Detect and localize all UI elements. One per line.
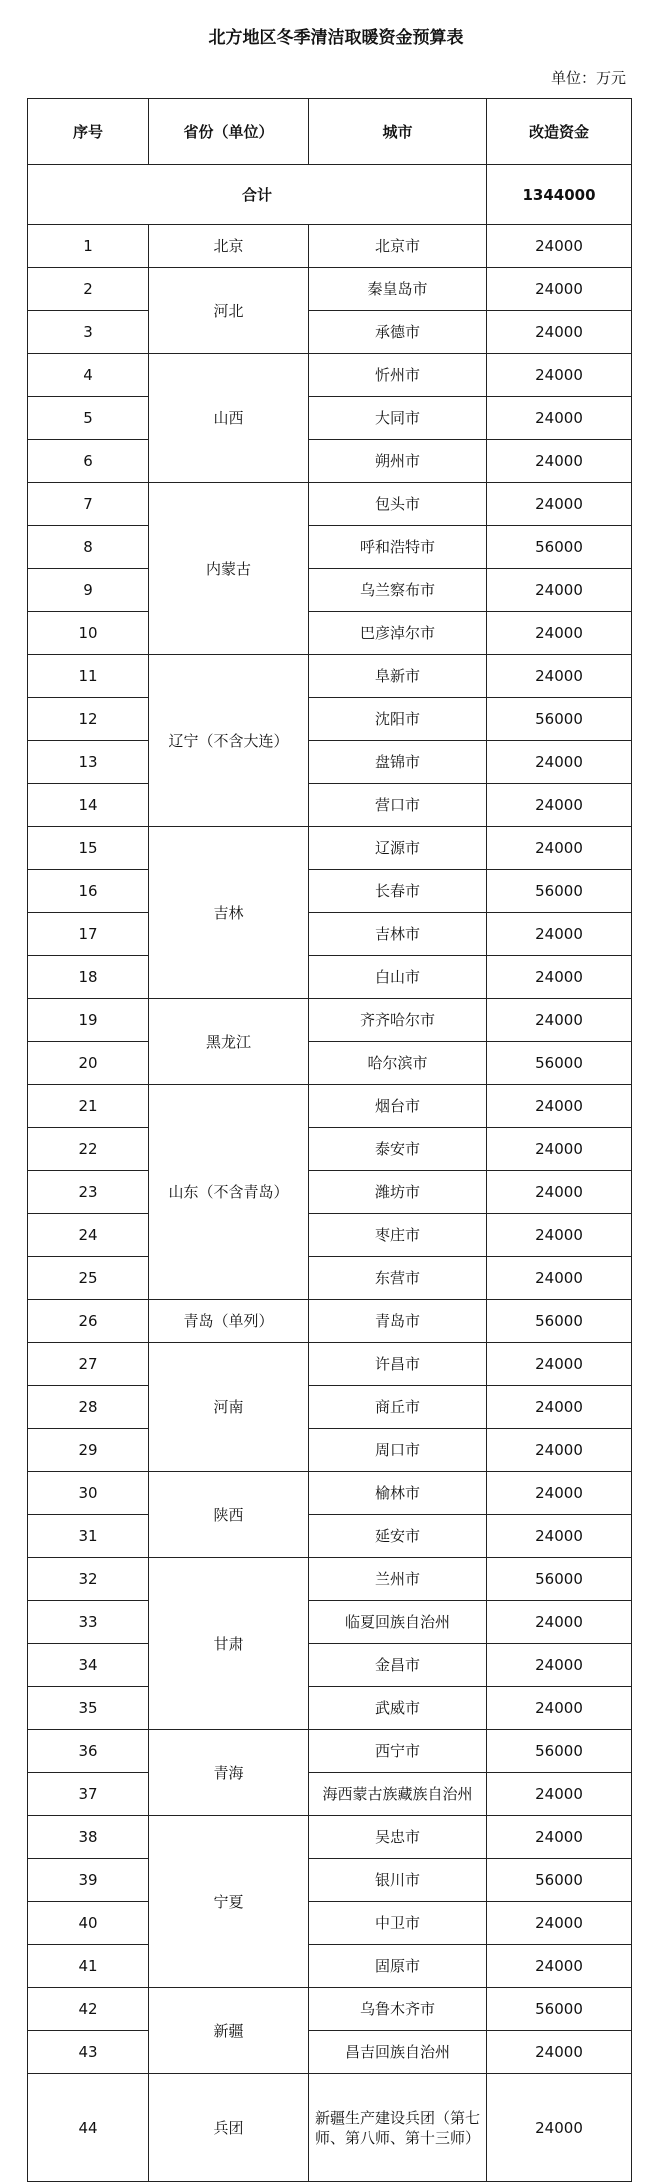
table-row <box>28 268 632 311</box>
unit-label: 单位：万元 <box>550 69 626 87</box>
header-province: 省份（单位） <box>149 99 309 165</box>
amount-cell: 24000 <box>487 1343 632 1386</box>
table-row <box>28 1085 632 1128</box>
amount-cell: 56000 <box>487 1730 632 1773</box>
amount-cell: 24000 <box>487 1816 632 1859</box>
table-row <box>28 354 632 397</box>
row-number: 27 <box>28 1343 149 1386</box>
city-cell: 海西蒙古族藏族自治州 <box>309 1773 487 1816</box>
amount-cell: 24000 <box>487 655 632 698</box>
table-row <box>28 1128 632 1171</box>
table-row <box>28 1558 632 1601</box>
province-cell: 北京 <box>149 225 309 268</box>
city-cell: 中卫市 <box>309 1902 487 1945</box>
row-number: 29 <box>28 1429 149 1472</box>
amount-cell: 24000 <box>487 827 632 870</box>
province-cell: 山西 <box>149 354 309 483</box>
city-cell: 乌兰察布市 <box>309 569 487 612</box>
row-number: 18 <box>28 956 149 999</box>
table-row <box>28 1386 632 1429</box>
table-row <box>28 870 632 913</box>
row-number: 32 <box>28 1558 149 1601</box>
amount-cell: 24000 <box>487 741 632 784</box>
city-cell: 辽源市 <box>309 827 487 870</box>
province-cell: 兵团 <box>149 2074 309 2182</box>
city-cell: 临夏回族自治州 <box>309 1601 487 1644</box>
row-number: 38 <box>28 1816 149 1859</box>
amount-cell: 56000 <box>487 1042 632 1085</box>
amount-cell: 24000 <box>487 1902 632 1945</box>
row-number: 6 <box>28 440 149 483</box>
city-cell: 忻州市 <box>309 354 487 397</box>
province-cell: 辽宁（不含大连） <box>149 655 309 827</box>
city-cell: 长春市 <box>309 870 487 913</box>
row-number: 20 <box>28 1042 149 1085</box>
amount-cell: 24000 <box>487 784 632 827</box>
row-number: 4 <box>28 354 149 397</box>
row-number: 30 <box>28 1472 149 1515</box>
table-row <box>28 440 632 483</box>
amount-cell: 24000 <box>487 1386 632 1429</box>
city-cell: 固原市 <box>309 1945 487 1988</box>
row-number: 34 <box>28 1644 149 1687</box>
row-number: 13 <box>28 741 149 784</box>
province-cell: 青海 <box>149 1730 309 1816</box>
table-row <box>28 784 632 827</box>
amount-cell: 24000 <box>487 1773 632 1816</box>
city-cell: 沈阳市 <box>309 698 487 741</box>
total-amount: 1344000 <box>487 165 632 225</box>
city-cell: 盘锦市 <box>309 741 487 784</box>
province-cell: 甘肃 <box>149 1558 309 1730</box>
table-row <box>28 741 632 784</box>
table-row <box>28 913 632 956</box>
amount-cell: 24000 <box>487 440 632 483</box>
table-row <box>28 1601 632 1644</box>
amount-cell: 24000 <box>487 397 632 440</box>
city-cell: 新疆生产建设兵团（第七师、第八师、第十三师） <box>309 2074 487 2182</box>
total-label: 合计 <box>28 165 487 225</box>
amount-cell: 24000 <box>487 1472 632 1515</box>
city-cell: 营口市 <box>309 784 487 827</box>
city-cell: 东营市 <box>309 1257 487 1300</box>
city-cell: 哈尔滨市 <box>309 1042 487 1085</box>
header-city: 城市 <box>309 99 487 165</box>
province-cell: 黑龙江 <box>149 999 309 1085</box>
amount-cell: 56000 <box>487 1558 632 1601</box>
amount-cell: 24000 <box>487 1085 632 1128</box>
city-cell: 金昌市 <box>309 1644 487 1687</box>
amount-cell: 24000 <box>487 1945 632 1988</box>
city-cell: 大同市 <box>309 397 487 440</box>
province-cell: 山东（不含青岛） <box>149 1085 309 1300</box>
row-number: 43 <box>28 2031 149 2074</box>
budget-table <box>27 98 632 2182</box>
city-cell: 吉林市 <box>309 913 487 956</box>
amount-cell: 24000 <box>487 1687 632 1730</box>
table-row <box>28 612 632 655</box>
table-row <box>28 1429 632 1472</box>
table-row <box>28 526 632 569</box>
table-row <box>28 1515 632 1558</box>
city-cell: 银川市 <box>309 1859 487 1902</box>
table-row <box>28 1300 632 1343</box>
amount-cell: 56000 <box>487 526 632 569</box>
province-cell: 吉林 <box>149 827 309 999</box>
table-row <box>28 1902 632 1945</box>
city-cell: 泰安市 <box>309 1128 487 1171</box>
city-cell: 武威市 <box>309 1687 487 1730</box>
amount-cell: 24000 <box>487 1171 632 1214</box>
city-cell: 秦皇岛市 <box>309 268 487 311</box>
table-row <box>28 1945 632 1988</box>
row-number: 7 <box>28 483 149 526</box>
row-number: 10 <box>28 612 149 655</box>
table-row <box>28 397 632 440</box>
amount-cell: 56000 <box>487 1300 632 1343</box>
province-cell: 内蒙古 <box>149 483 309 655</box>
row-number: 41 <box>28 1945 149 1988</box>
row-number: 1 <box>28 225 149 268</box>
city-cell: 西宁市 <box>309 1730 487 1773</box>
table-body <box>28 165 632 2182</box>
province-cell: 青岛（单列） <box>149 1300 309 1343</box>
table-row <box>28 1644 632 1687</box>
amount-cell: 24000 <box>487 1257 632 1300</box>
row-number: 39 <box>28 1859 149 1902</box>
city-cell: 昌吉回族自治州 <box>309 2031 487 2074</box>
amount-cell: 24000 <box>487 612 632 655</box>
row-number: 44 <box>28 2074 149 2182</box>
city-cell: 乌鲁木齐市 <box>309 1988 487 2031</box>
city-cell: 朔州市 <box>309 440 487 483</box>
amount-cell: 24000 <box>487 311 632 354</box>
row-number: 8 <box>28 526 149 569</box>
row-number: 16 <box>28 870 149 913</box>
table-row <box>28 1816 632 1859</box>
city-cell: 北京市 <box>309 225 487 268</box>
row-number: 42 <box>28 1988 149 2031</box>
table-row <box>28 483 632 526</box>
city-cell: 包头市 <box>309 483 487 526</box>
table-row <box>28 1988 632 2031</box>
header-no: 序号 <box>28 99 149 165</box>
city-cell: 吴忠市 <box>309 1816 487 1859</box>
amount-cell: 56000 <box>487 1859 632 1902</box>
table-row <box>28 956 632 999</box>
row-number: 23 <box>28 1171 149 1214</box>
city-cell: 枣庄市 <box>309 1214 487 1257</box>
amount-cell: 24000 <box>487 1601 632 1644</box>
row-number: 31 <box>28 1515 149 1558</box>
row-number: 33 <box>28 1601 149 1644</box>
amount-cell: 24000 <box>487 913 632 956</box>
amount-cell: 24000 <box>487 2074 632 2182</box>
table-row <box>28 2031 632 2074</box>
amount-cell: 24000 <box>487 569 632 612</box>
city-cell: 呼和浩特市 <box>309 526 487 569</box>
table-row <box>28 1472 632 1515</box>
province-cell: 宁夏 <box>149 1816 309 1988</box>
row-number: 26 <box>28 1300 149 1343</box>
city-cell: 白山市 <box>309 956 487 999</box>
city-cell: 许昌市 <box>309 1343 487 1386</box>
table-row <box>28 827 632 870</box>
table-row <box>28 569 632 612</box>
row-number: 2 <box>28 268 149 311</box>
amount-cell: 24000 <box>487 1644 632 1687</box>
city-cell: 巴彦淖尔市 <box>309 612 487 655</box>
amount-cell: 24000 <box>487 999 632 1042</box>
amount-cell: 24000 <box>487 354 632 397</box>
table-row <box>28 1171 632 1214</box>
city-cell: 齐齐哈尔市 <box>309 999 487 1042</box>
city-cell: 烟台市 <box>309 1085 487 1128</box>
city-cell: 榆林市 <box>309 1472 487 1515</box>
amount-cell: 24000 <box>487 1515 632 1558</box>
row-number: 9 <box>28 569 149 612</box>
row-number: 40 <box>28 1902 149 1945</box>
amount-cell: 56000 <box>487 1988 632 2031</box>
table-row <box>28 1773 632 1816</box>
city-cell: 延安市 <box>309 1515 487 1558</box>
amount-cell: 24000 <box>487 956 632 999</box>
row-number: 11 <box>28 655 149 698</box>
city-cell: 周口市 <box>309 1429 487 1472</box>
document-title: 北方地区冬季清洁取暖资金预算表 <box>208 28 464 48</box>
amount-cell: 24000 <box>487 483 632 526</box>
city-cell: 阜新市 <box>309 655 487 698</box>
table-row <box>28 1214 632 1257</box>
province-cell: 陕西 <box>149 1472 309 1558</box>
table-row <box>28 1730 632 1773</box>
table-row <box>28 1042 632 1085</box>
table-row <box>28 698 632 741</box>
amount-cell: 24000 <box>487 268 632 311</box>
table-row <box>28 1859 632 1902</box>
province-cell: 新疆 <box>149 1988 309 2074</box>
city-cell: 潍坊市 <box>309 1171 487 1214</box>
table-row <box>28 655 632 698</box>
row-number: 14 <box>28 784 149 827</box>
table-row <box>28 2074 632 2182</box>
city-cell: 承德市 <box>309 311 487 354</box>
amount-cell: 24000 <box>487 2031 632 2074</box>
table-row <box>28 311 632 354</box>
city-cell: 兰州市 <box>309 1558 487 1601</box>
amount-cell: 24000 <box>487 1128 632 1171</box>
row-number: 35 <box>28 1687 149 1730</box>
row-number: 12 <box>28 698 149 741</box>
row-number: 24 <box>28 1214 149 1257</box>
row-number: 21 <box>28 1085 149 1128</box>
province-cell: 河南 <box>149 1343 309 1472</box>
table-row <box>28 1343 632 1386</box>
amount-cell: 56000 <box>487 698 632 741</box>
amount-cell: 24000 <box>487 1214 632 1257</box>
amount-cell: 24000 <box>487 225 632 268</box>
row-number: 5 <box>28 397 149 440</box>
amount-cell: 56000 <box>487 870 632 913</box>
table-row <box>28 1257 632 1300</box>
table-row <box>28 225 632 268</box>
table-row <box>28 999 632 1042</box>
province-cell: 河北 <box>149 268 309 354</box>
header-row <box>28 99 632 165</box>
row-number: 15 <box>28 827 149 870</box>
row-number: 25 <box>28 1257 149 1300</box>
row-number: 22 <box>28 1128 149 1171</box>
header-amount: 改造资金 <box>487 99 632 165</box>
row-number: 37 <box>28 1773 149 1816</box>
row-number: 3 <box>28 311 149 354</box>
row-number: 19 <box>28 999 149 1042</box>
row-number: 17 <box>28 913 149 956</box>
total-row <box>28 165 632 225</box>
table-row <box>28 1687 632 1730</box>
city-cell: 商丘市 <box>309 1386 487 1429</box>
row-number: 28 <box>28 1386 149 1429</box>
city-cell: 青岛市 <box>309 1300 487 1343</box>
row-number: 36 <box>28 1730 149 1773</box>
amount-cell: 24000 <box>487 1429 632 1472</box>
